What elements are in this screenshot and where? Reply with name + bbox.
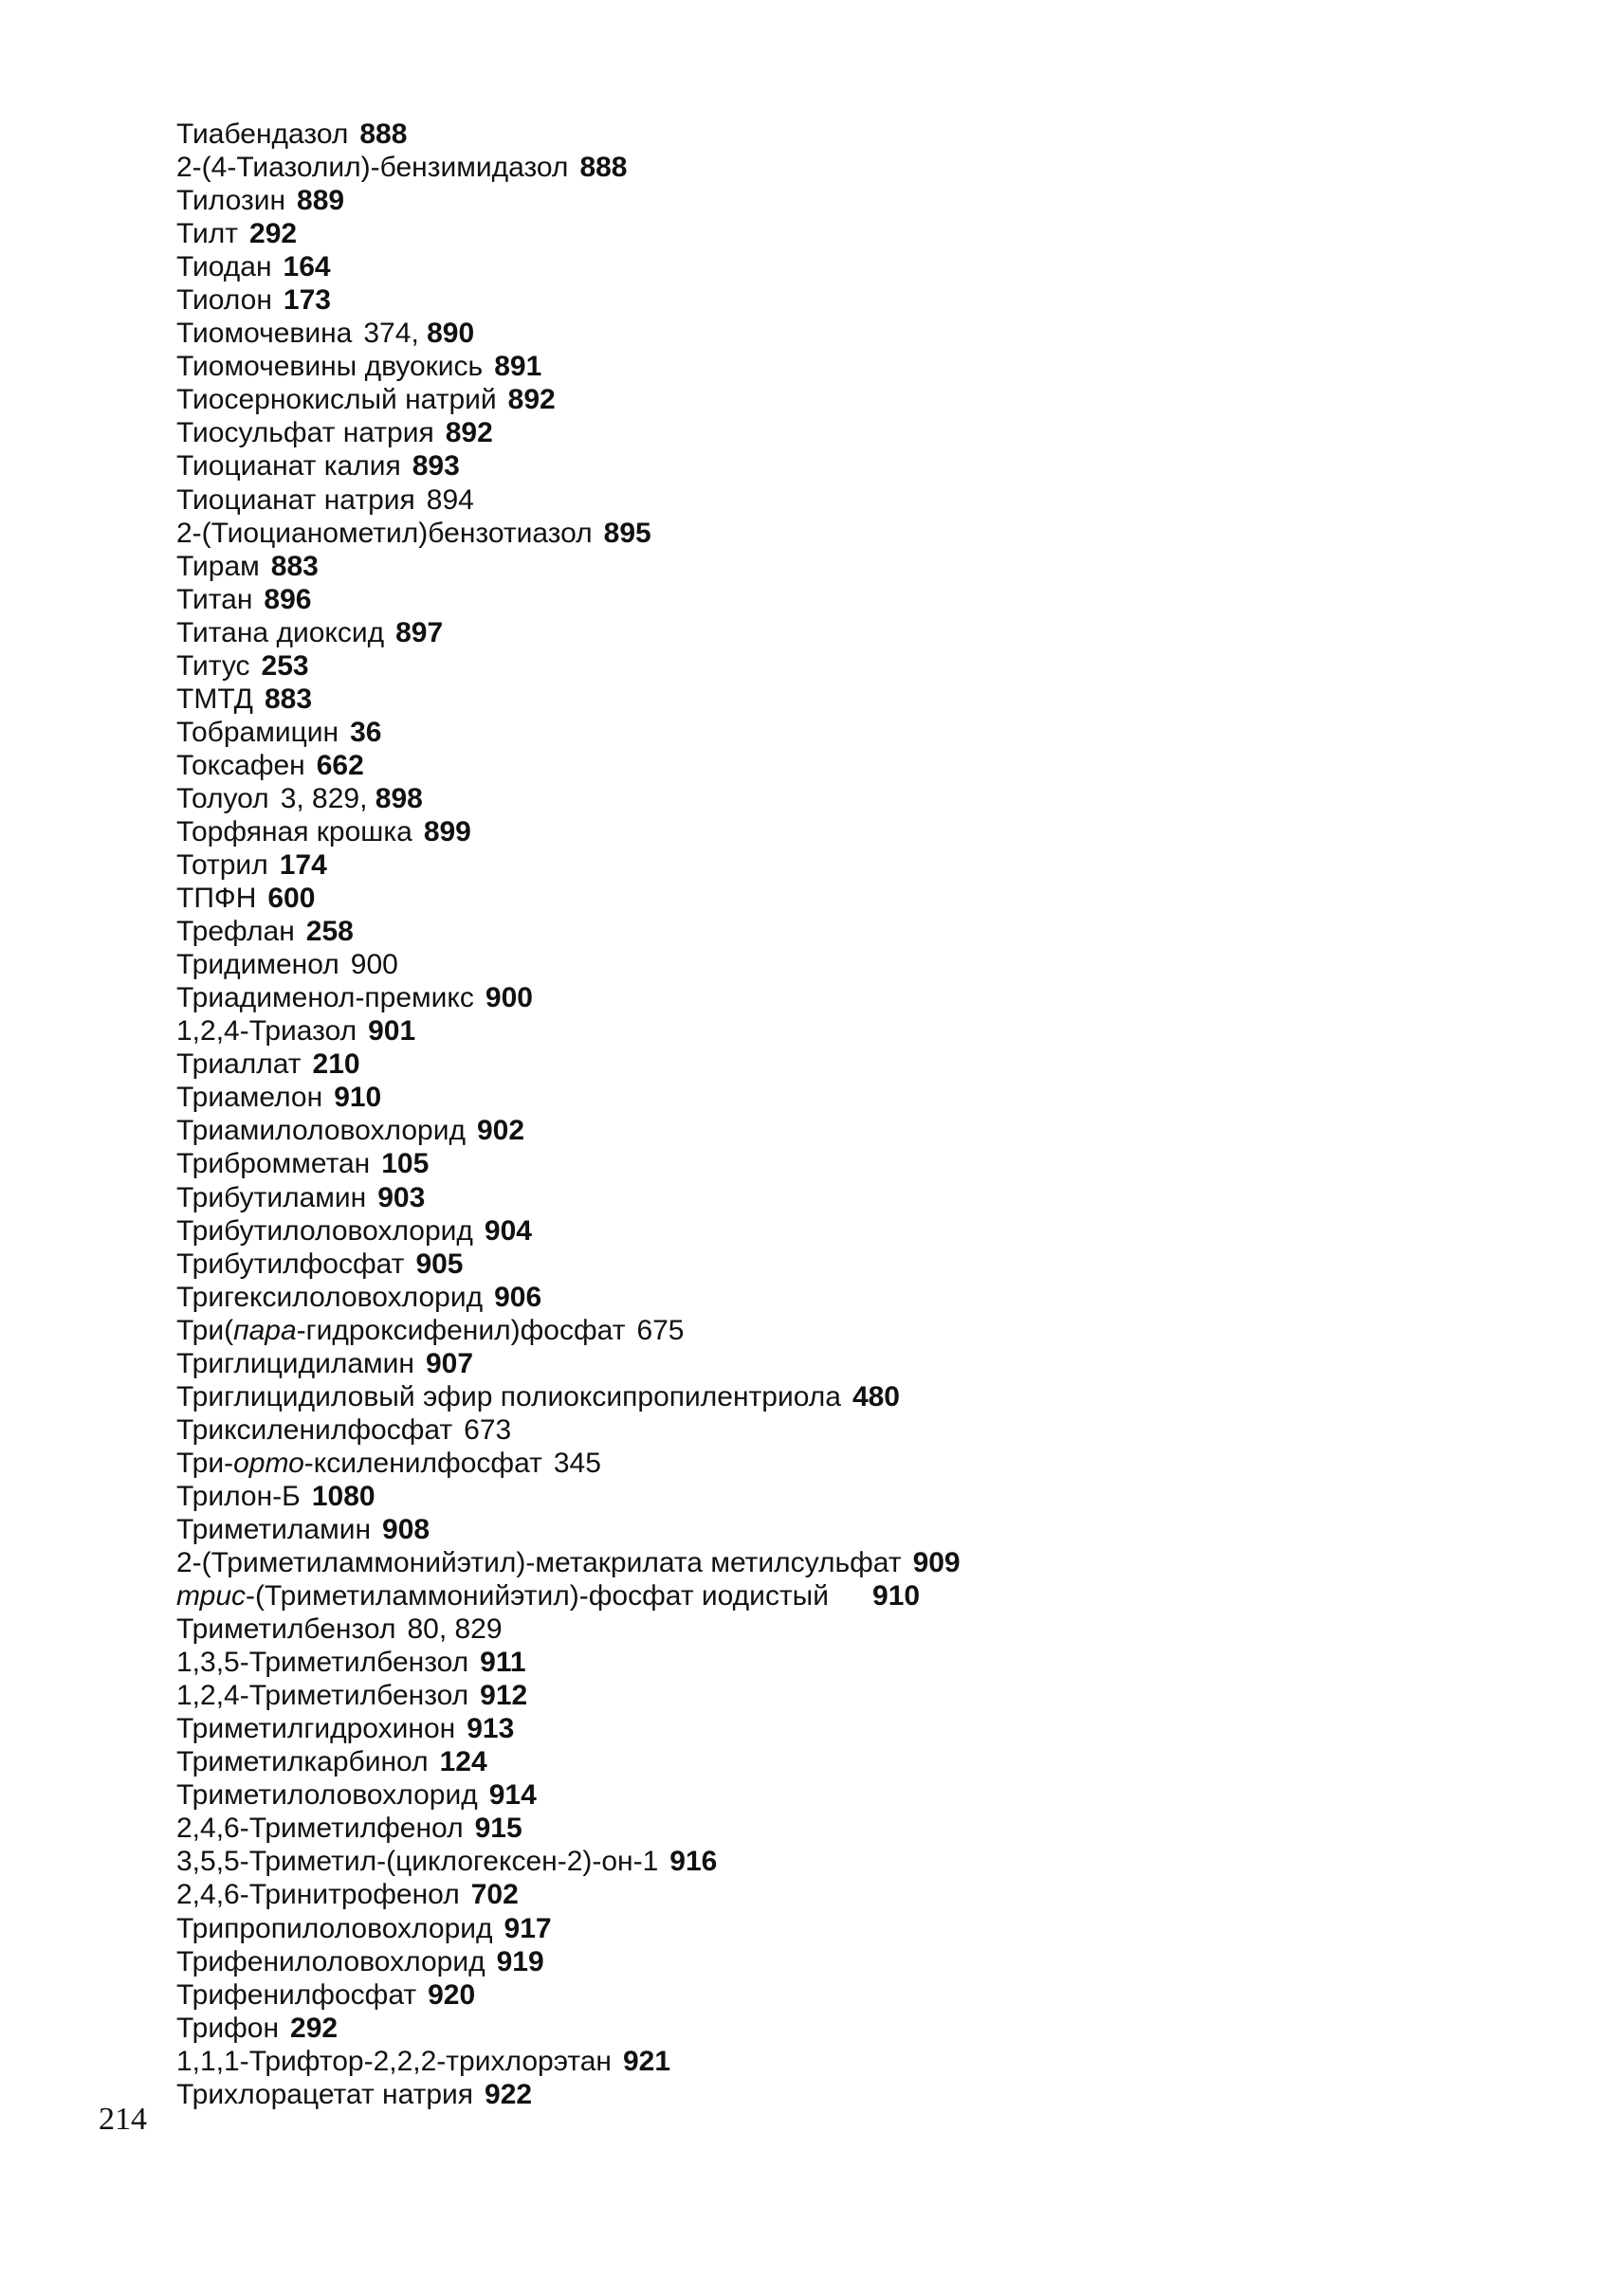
index-entry — [176, 749, 1504, 782]
index-entry — [176, 449, 1504, 483]
index-page-refs — [494, 351, 541, 382]
index-term: Тиодан — [176, 251, 272, 283]
page-ref-primary: 907 — [425, 1347, 474, 1379]
index-entry — [176, 250, 1504, 283]
index-page-refs — [377, 1182, 425, 1213]
index-term: Толуол — [176, 782, 269, 814]
index-term: Триглицидиловый эфир полиоксипропилентриола — [176, 1380, 841, 1412]
index-entry — [176, 118, 1504, 151]
index-entry — [176, 184, 1504, 217]
index-entry — [176, 1214, 1504, 1248]
page-ref-primary: 600 — [267, 883, 316, 915]
index-page-refs — [485, 2079, 532, 2110]
index-term: Тиоцианат натрия — [176, 483, 415, 516]
index-entry — [176, 1945, 1504, 1978]
page-ref: 829 — [312, 782, 360, 814]
index-entry — [176, 716, 1504, 749]
index-term: Триметилбензол — [176, 1613, 396, 1646]
index-page-refs — [267, 883, 315, 914]
index-entry — [176, 1546, 1504, 1579]
index-page-refs — [623, 2046, 670, 2077]
index-entry — [176, 483, 1504, 517]
index-term: 2-(Тиоцианометил)бензотиазол — [176, 517, 593, 549]
index-entry — [176, 1114, 1504, 1147]
index-entry — [176, 1679, 1504, 1712]
page-ref-primary: 890 — [427, 318, 475, 350]
index-page-refs — [368, 1015, 415, 1047]
index-entry — [176, 1081, 1504, 1114]
page-ref-primary: 901 — [368, 1015, 416, 1048]
index-page-refs — [471, 1879, 519, 1910]
index-page-refs — [604, 518, 651, 549]
index-term: Триметилкарбинол — [176, 1746, 429, 1778]
index-entry — [176, 1347, 1504, 1380]
index-page-refs — [284, 284, 331, 316]
index-entry — [176, 616, 1504, 649]
page-ref-primary: 173 — [283, 284, 331, 317]
page-ref-primary: 900 — [485, 982, 533, 1014]
page-ref-primary: 895 — [603, 517, 651, 549]
index-term: трис-(Триметиламмонийэтил)-фосфат иодистый — [176, 1580, 830, 1613]
page-ref-primary: 883 — [270, 550, 319, 582]
index-term: Тирам — [176, 550, 260, 582]
index-term: Тридименол — [176, 949, 339, 981]
index-page-refs — [508, 384, 556, 415]
index-entry — [176, 1613, 1504, 1646]
index-term: Тиабендазол — [176, 118, 349, 150]
index-page-refs — [485, 1215, 532, 1247]
index-term: Три(пара-гидроксифенил)фосфат — [176, 1314, 626, 1346]
index-term: 2,4,6-Триметилфенол — [176, 1813, 464, 1845]
index-term: 1,3,5-Триметилбензол — [176, 1647, 469, 1679]
index-page-refs — [280, 849, 327, 881]
page-ref-primary: 922 — [485, 2078, 533, 2110]
index-term: Тиомочевина — [176, 318, 353, 350]
page-ref-primary: 896 — [264, 583, 312, 615]
page-ref-primary: 124 — [439, 1746, 487, 1778]
index-entry-list — [176, 118, 1504, 2111]
index-page-refs — [480, 1680, 527, 1711]
index-page-refs — [313, 1048, 360, 1080]
index-entry — [176, 1248, 1504, 1281]
index-entry — [176, 2045, 1504, 2078]
index-term: Токсафен — [176, 749, 305, 781]
index-page-refs — [306, 916, 354, 947]
index-entry — [176, 782, 1504, 815]
index-entry — [176, 583, 1504, 616]
page-ref: 673 — [464, 1413, 512, 1446]
index-page-refs — [312, 1481, 376, 1512]
index-entry — [176, 350, 1504, 383]
page-ref-primary: 702 — [470, 1879, 519, 1911]
index-term: Трилон-Б — [176, 1480, 301, 1512]
index-term: 2,4,6-Тринитрофенол — [176, 1879, 460, 1911]
index-term: 2-(4-Тиазолил)-бензимидазол — [176, 152, 569, 184]
index-entry — [176, 151, 1504, 184]
index-page-refs — [489, 1779, 537, 1811]
page-ref: 675 — [636, 1314, 685, 1346]
page-ref-primary: 917 — [504, 1912, 552, 1944]
index-page-refs — [415, 1248, 463, 1280]
index-page-refs — [297, 185, 344, 216]
index-term: Триаллат — [176, 1048, 302, 1081]
page-ref-primary: 292 — [290, 2012, 339, 2044]
index-term: ТПФН — [176, 883, 257, 915]
index-term: Тиолон — [176, 284, 272, 317]
index-term: Тиомочевины двуокись — [176, 351, 484, 383]
index-entry — [176, 1579, 1504, 1613]
index-term: Трифенилфосфат — [176, 1978, 417, 2011]
page-ref-primary: 902 — [476, 1115, 525, 1147]
index-page-refs — [497, 1946, 544, 1977]
index-entry — [176, 1912, 1504, 1945]
index-page-refs — [475, 1813, 522, 1844]
page-ref-primary: 883 — [264, 683, 313, 715]
index-page-refs — [262, 650, 309, 682]
page-ref: 829 — [454, 1613, 503, 1646]
index-term: 1,2,4-Триазол — [176, 1015, 357, 1048]
index-page-refs — [477, 1115, 524, 1146]
page-number: 214 — [99, 2102, 147, 2137]
index-entry — [176, 1048, 1504, 1081]
page-ref-primary: 903 — [377, 1181, 426, 1213]
page-ref-primary: 899 — [423, 815, 471, 847]
page-ref-primary: 897 — [395, 616, 444, 648]
index-term: 3,5,5-Триметил-(циклогексен-2)-он-1 — [176, 1846, 659, 1878]
page-ref-primary: 292 — [249, 218, 298, 250]
index-term: ТМТД — [176, 683, 253, 715]
index-entry — [176, 1413, 1504, 1447]
page-ref-primary: 892 — [507, 384, 556, 416]
page-ref-primary: 908 — [382, 1513, 430, 1545]
index-entry — [176, 2012, 1504, 2045]
page-ref-primary: 1080 — [311, 1480, 376, 1512]
index-entry — [176, 217, 1504, 250]
index-entry — [176, 848, 1504, 882]
index-term: Триметиламин — [176, 1513, 372, 1545]
page-ref-primary: 105 — [381, 1148, 430, 1180]
index-term: Трибромметан — [176, 1148, 371, 1180]
index-entry — [176, 1646, 1504, 1679]
index-page-refs — [317, 750, 364, 781]
page-ref-primary: 888 — [579, 152, 628, 184]
index-page-refs — [381, 1148, 429, 1179]
page-ref-primary: 914 — [488, 1779, 537, 1812]
index-page-refs — [351, 949, 398, 980]
index-entry — [176, 815, 1504, 848]
index-entry — [176, 915, 1504, 948]
index-entry — [176, 1181, 1504, 1214]
page-ref-primary: 912 — [480, 1680, 528, 1712]
index-term: Тилт — [176, 218, 239, 250]
index-entry — [176, 1878, 1504, 1911]
index-entry — [176, 1712, 1504, 1745]
index-term: Торфяная крошка — [176, 815, 412, 847]
index-page-refs — [382, 1514, 430, 1545]
index-page-refs — [412, 450, 460, 482]
index-page-refs — [579, 152, 627, 183]
index-entry — [176, 517, 1504, 550]
index-page-refs — [290, 2013, 338, 2044]
page-ref: 894 — [426, 483, 474, 516]
index-entry — [176, 882, 1504, 915]
index-term: Трифенилоловохлорид — [176, 1945, 485, 1977]
index-entry — [176, 1147, 1504, 1180]
index-term: Триглицидиламин — [176, 1347, 414, 1379]
page-ref-primary: 891 — [494, 351, 542, 383]
index-entry — [176, 2078, 1504, 2111]
index-entry — [176, 1745, 1504, 1778]
page-ref-primary: 898 — [375, 782, 423, 814]
index-term: Титан — [176, 583, 253, 615]
index-page-refs — [913, 1547, 961, 1578]
index-page-refs — [395, 617, 443, 648]
page-ref-primary: 480 — [852, 1380, 900, 1412]
index-page-refs — [446, 417, 493, 448]
index-term: 1,1,1-Трифтор-2,2,2-трихлорэтан — [176, 2045, 612, 2077]
index-page-refs — [284, 251, 331, 282]
index-entry — [176, 948, 1504, 981]
page-ref: 900 — [350, 949, 398, 981]
index-entry — [176, 1845, 1504, 1878]
index-term: Трихлорацетат натрия — [176, 2078, 474, 2110]
index-page-refs — [424, 816, 471, 847]
page-ref: 80 — [407, 1613, 439, 1646]
page-ref-primary: 920 — [428, 1978, 476, 2011]
index-page-refs — [636, 1315, 684, 1346]
page-ref-primary: 921 — [623, 2045, 671, 2077]
index-page-refs — [426, 1348, 473, 1379]
page-ref-primary: 916 — [669, 1846, 718, 1878]
index-term: Триметилгидрохинон — [176, 1713, 456, 1745]
index-term: Триамелон — [176, 1082, 323, 1114]
index-page-refs — [554, 1448, 601, 1479]
index-term: Трибутилоловохлорид — [176, 1214, 473, 1247]
index-page-refs — [467, 1713, 514, 1744]
index-page-refs — [427, 484, 474, 516]
index-page-refs: 374, 890 — [363, 318, 475, 350]
index-term: Титана диоксид — [176, 616, 385, 648]
page-ref-primary: 174 — [279, 849, 327, 882]
index-entry — [176, 981, 1504, 1014]
index-entry — [176, 416, 1504, 449]
index-term: Тиоцианат калия — [176, 450, 401, 483]
index-page-refs — [872, 1580, 920, 1612]
page-ref-primary: 913 — [467, 1713, 515, 1745]
page-ref-primary: 911 — [480, 1647, 526, 1679]
page-ref-primary: 904 — [484, 1214, 532, 1247]
index-entry — [176, 1281, 1504, 1314]
page-ref-primary: 210 — [312, 1048, 360, 1081]
index-term: Тобрамицин — [176, 716, 339, 748]
index-term: Трифон — [176, 2012, 280, 2044]
page-ref-primary: 888 — [359, 118, 408, 150]
index-term: Трефлан — [176, 916, 295, 948]
index-entry — [176, 1812, 1504, 1845]
index-entry — [176, 1014, 1504, 1048]
index-term: Тиосульфат натрия — [176, 417, 434, 449]
index-term: Трибутиламин — [176, 1181, 367, 1213]
index-page-refs: 80, 829 — [407, 1613, 503, 1646]
index-page-refs — [504, 1913, 552, 1944]
index-page-refs — [264, 584, 311, 615]
index-page-refs — [464, 1414, 511, 1446]
page-ref: 345 — [553, 1447, 601, 1479]
page-ref-primary: 919 — [496, 1945, 544, 1977]
index-term: Триамилоловохлорид — [176, 1115, 466, 1147]
page-ref: 374 — [363, 318, 412, 350]
index-term: 2-(Триметиламмонийэтил)-метакрилата метилсульфат — [176, 1547, 902, 1579]
index-page-refs — [249, 218, 297, 249]
index-entry — [176, 1778, 1504, 1812]
page-ref-primary: 253 — [261, 649, 309, 682]
index-term: Тилозин — [176, 185, 286, 217]
index-term: Титус — [176, 649, 250, 682]
index-page-refs — [265, 683, 312, 715]
page-ref-primary: 36 — [350, 716, 382, 748]
index-term: Три-орто-ксиленилфосфат — [176, 1447, 542, 1479]
index-entry — [176, 1447, 1504, 1480]
index-term: Трипропилоловохлорид — [176, 1912, 493, 1944]
index-term: 1,2,4-Триметилбензол — [176, 1680, 469, 1712]
page-ref-primary: 893 — [412, 450, 460, 483]
page-ref-primary: 906 — [494, 1281, 542, 1313]
index-term: Тиосернокислый натрий — [176, 384, 497, 416]
index-entry — [176, 317, 1504, 350]
index-page-refs — [359, 118, 407, 150]
page-ref-primary: 905 — [415, 1248, 464, 1280]
page-ref-primary: 662 — [316, 749, 364, 781]
index-entry — [176, 649, 1504, 683]
index-page-refs — [852, 1381, 900, 1412]
page-ref: 3 — [280, 782, 297, 814]
page-ref-primary: 909 — [912, 1547, 961, 1579]
index-entry — [176, 683, 1504, 716]
index-entry — [176, 1314, 1504, 1347]
index-page-refs — [485, 982, 533, 1013]
index-term: Тригексилоловохлорид — [176, 1281, 484, 1313]
index-entry — [176, 550, 1504, 583]
index-entry — [176, 1380, 1504, 1413]
index-page-refs — [428, 1979, 475, 2011]
page-ref-primary: 889 — [297, 185, 345, 217]
index-entry — [176, 1978, 1504, 2012]
index-entry — [176, 1480, 1504, 1513]
page-ref-primary: 910 — [334, 1082, 382, 1114]
index-term: Триадименол-премикс — [176, 982, 474, 1014]
page-ref-primary: 164 — [283, 251, 331, 283]
index-entry — [176, 283, 1504, 317]
page-ref-primary: 258 — [305, 916, 354, 948]
index-page-refs: 3, 829, 898 — [280, 782, 423, 814]
index-page-refs — [350, 717, 381, 748]
index-page-refs — [271, 551, 319, 582]
index-entry — [176, 383, 1504, 416]
index-page-refs — [480, 1647, 525, 1678]
index-term: Трибутилфосфат — [176, 1248, 405, 1280]
index-entry — [176, 1513, 1504, 1546]
index-term: Триметилоловохлорид — [176, 1779, 478, 1812]
index-term: Триксиленилфосфат — [176, 1413, 453, 1446]
page-ref-primary: 915 — [474, 1813, 522, 1845]
index-page-refs — [334, 1082, 381, 1113]
index-term: Тотрил — [176, 849, 268, 882]
index-page-refs — [440, 1746, 487, 1777]
page-ref-primary: 910 — [872, 1580, 921, 1613]
page-ref-primary: 892 — [445, 417, 493, 449]
index-page-refs — [669, 1846, 717, 1877]
index-page-refs — [494, 1282, 541, 1313]
